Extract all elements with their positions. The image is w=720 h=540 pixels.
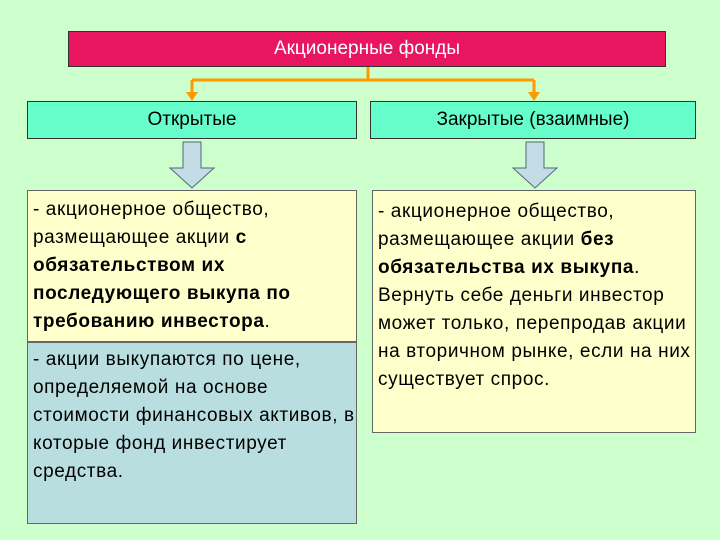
open-desc-prefix: - акционерное общество, размещающее акции bbox=[33, 199, 270, 248]
closed-desc-suffix: . Вернуть себе деньги инвестор может только, перепродав акции на вторичном рынке, если на них существует спрос. bbox=[378, 257, 691, 390]
open-description bbox=[33, 196, 355, 336]
connector-arrowhead-left bbox=[186, 92, 198, 101]
connector-arrowhead-right bbox=[528, 92, 540, 101]
open-desc-bold: с обязательством их последующего выкупа по требованию инвестора bbox=[33, 227, 291, 332]
category-closed bbox=[370, 101, 696, 139]
diagram-title-text: Акционерные фонды bbox=[273, 38, 461, 59]
closed-desc-prefix: - акционерное общество, размещающее акции bbox=[378, 201, 615, 250]
category-closed-label: Закрытые (взаимные) bbox=[436, 109, 630, 130]
diagram-title bbox=[68, 31, 666, 67]
open-desc-suffix: . bbox=[264, 311, 271, 332]
closed-description bbox=[378, 198, 694, 394]
down-arrow-closed bbox=[513, 142, 557, 188]
down-arrow-open bbox=[170, 142, 214, 188]
closed-desc-bold: без обязательства их выкупа bbox=[378, 229, 635, 278]
orange-connector bbox=[192, 67, 534, 94]
open-note-text: - акции выкупаются по цене, определяемой на основе стоимости финансовых активов, в которые фонд инвестирует средства. bbox=[33, 349, 355, 482]
category-open-label: Открытые bbox=[147, 109, 237, 130]
category-open bbox=[27, 101, 357, 139]
